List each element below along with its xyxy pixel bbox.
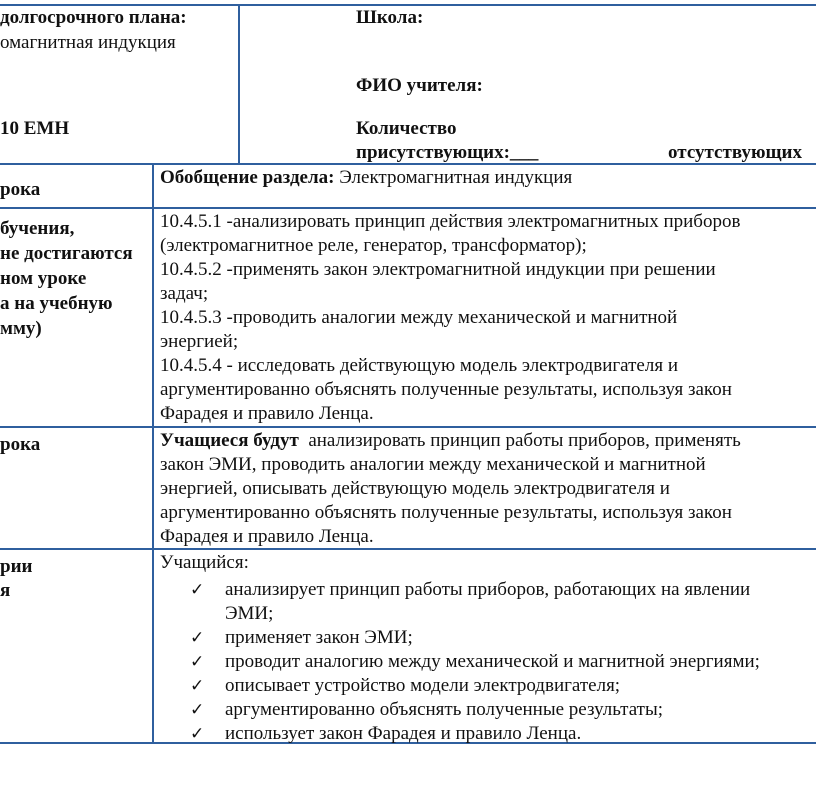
objectives-label [0,216,133,341]
lesson-title-label: рока [0,179,41,200]
lesson-goals-line: аргументированно объяснять полученные результаты, используя закон [160,502,732,523]
class-label: 10 ЕМН [0,118,70,139]
plan-label: долгосрочного плана: [0,7,187,28]
objectives-label-line: а на учебную [0,293,113,314]
row-divider-2 [0,207,816,209]
count-label: Количество [356,118,457,139]
lesson-title-text: Электромагнитная индукция [334,167,573,188]
checkmark-icon: ✓ [190,724,205,744]
checkmark-icon: ✓ [190,700,205,720]
objectives-line: аргументированно объяснять полученные результаты, используя закон [160,379,732,400]
objectives-line: задач; [160,283,209,304]
criteria-item-line: аргументированно объяснять полученные результаты; [225,699,663,720]
criteria-item-line: проводит аналогию между механической и магнитной энергиями; [225,651,760,672]
count-absent: отсутствующих [668,142,802,163]
topic-text: омагнитная индукция [0,32,176,53]
criteria-label-line: я [0,580,11,601]
lesson-goals-first-line [160,429,741,453]
objectives-label-line: ном уроке [0,268,87,289]
objectives-label-line: не достигаются [0,243,133,264]
objectives-line: 10.4.5.1 -анализировать принцип действия электромагнитных приборов [160,211,741,232]
header-divider-vertical [238,4,240,164]
criteria-item-line: анализирует принцип работы приборов, работающих на явлении [225,579,751,600]
lesson-goals-label: рока [0,434,41,455]
criteria-intro: Учащийся: [160,552,249,573]
checkmark-icon: ✓ [190,676,205,696]
criteria-item [190,578,760,626]
criteria-item-line: описывает устройство модели электродвигателя; [225,675,621,696]
objectives-line: 10.4.5.3 -проводить аналогии между механической и магнитной [160,307,678,328]
lesson-goals-bold: Учащиеся будут [160,430,299,451]
lesson-goals-first-rest: анализировать принцип работы приборов, применять [298,430,741,451]
objectives-line: 10.4.5.4 - исследовать действующую модель электродвигателя и [160,355,679,376]
criteria-item [190,650,760,674]
criteria-checklist [190,578,760,746]
lesson-title-value [160,166,572,190]
criteria-item [190,698,760,722]
objectives-line: Фарадея и правило Ленца. [160,403,374,424]
objectives-text [160,210,740,426]
lesson-goals-text [160,429,741,549]
objectives-line: (электромагнитное реле, генератор, трансформатор); [160,235,587,256]
school-label: Школа: [356,7,424,28]
checkmark-icon: ✓ [190,628,205,648]
criteria-item-line: использует закон Фарадея и правило Ленца. [225,723,582,744]
lesson-title-bold: Обобщение раздела: [160,167,335,188]
criteria-item [190,626,760,650]
criteria-item-line: применяет закон ЭМИ; [225,627,413,648]
criteria-item [190,674,760,698]
lesson-goals-line: закон ЭМИ, проводить аналогии между механической и магнитной [160,454,706,475]
criteria-item [190,722,760,746]
criteria-label-line: рии [0,556,33,577]
criteria-item-line: ЭМИ; [225,603,274,624]
objectives-line: 10.4.5.2 -применять закон электромагнитной индукции при решении [160,259,716,280]
checkmark-icon: ✓ [190,580,205,600]
objectives-line: энергией; [160,331,239,352]
criteria-label [0,555,32,603]
lesson-goals-line: энергией, описывать действующую модель электродвигателя и [160,478,670,499]
lesson-goals-line: Фарадея и правило Ленца. [160,526,374,547]
teacher-label: ФИО учителя: [356,75,483,96]
row-divider-3 [0,426,816,428]
objectives-label-line: мму) [0,318,42,339]
objectives-label-line: бучения, [0,218,75,239]
column-divider-vertical [152,163,154,744]
checkmark-icon: ✓ [190,652,205,672]
count-present: присутствующих:___ [356,142,539,163]
